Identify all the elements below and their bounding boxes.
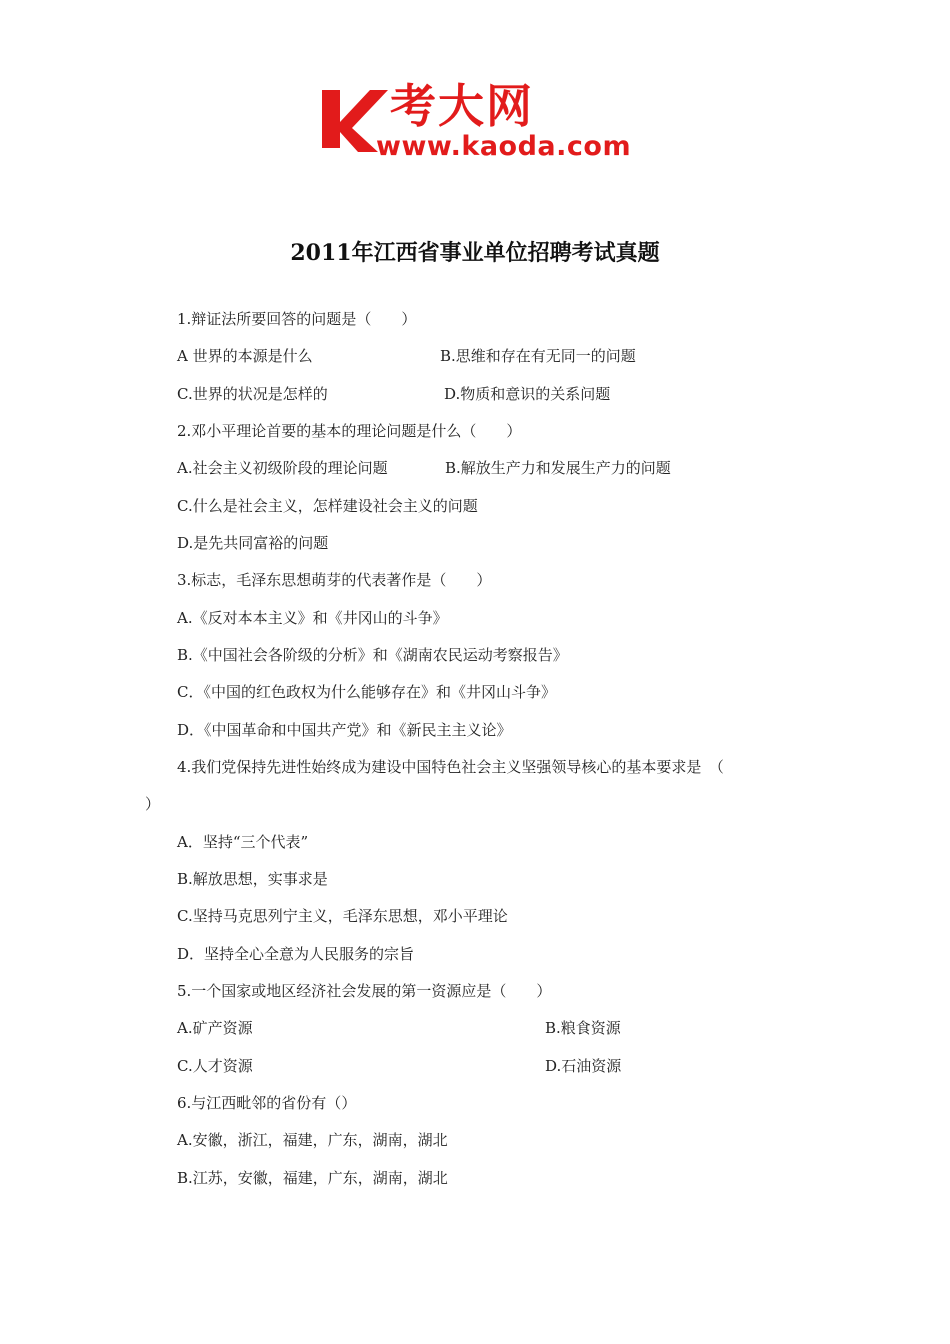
q4-option-a: A．坚持“三个代表” — [177, 833, 309, 851]
question-3: 3.标志，毛泽东思想萌芽的代表著作是（ ） — [177, 571, 492, 589]
q1-option-b: B.思维和存在有无同一的问题 — [440, 347, 636, 365]
q2-option-b: B.解放生产力和发展生产力的问题 — [445, 459, 671, 477]
q2-option-d: D.是先共同富裕的问题 — [177, 534, 329, 552]
question-4: 4.我们党保持先进性始终成为建设中国特色社会主义坚强领导核心的基本要求是 （ — [177, 758, 724, 776]
q1-option-a: A 世界的本源是什么 — [177, 347, 313, 365]
question-2: 2.邓小平理论首要的基本的理论问题是什么（ ） — [177, 422, 522, 440]
q3-option-a: A.《反对本本主义》和《井冈山的斗争》 — [177, 609, 448, 627]
q5-option-d: D.石油资源 — [545, 1057, 622, 1075]
q4-option-d: D．坚持全心全意为人民服务的宗旨 — [177, 945, 415, 963]
q5-option-b: B.粮食资源 — [545, 1019, 621, 1037]
page-title: 2011年江西省事业单位招聘考试真题 — [290, 240, 660, 266]
question-6: 6.与江西毗邻的省份有（） — [177, 1094, 357, 1112]
q3-option-c: C．《中国的红色政权为什么能够存在》和《井冈山斗争》 — [177, 683, 556, 701]
q1-option-d: D.物质和意识的关系问题 — [444, 385, 611, 403]
q3-option-d: D．《中国革命和中国共产党》和《新民主主义论》 — [177, 721, 512, 739]
q2-option-c: C.什么是社会主义，怎样建设社会主义的问题 — [177, 497, 478, 515]
logo-url-text: www.kaoda.com — [376, 131, 632, 162]
question-1: 1.辩证法所要回答的问题是（ ） — [177, 310, 417, 328]
question-4-cont: ） — [145, 795, 161, 813]
q4-option-c: C.坚持马克思列宁主义，毛泽东思想，邓小平理论 — [177, 907, 508, 925]
q2-option-a: A.社会主义初级阶段的理论问题 — [177, 459, 388, 477]
logo-chinese-text: 考大网 — [390, 79, 534, 133]
q3-option-b: B.《中国社会各阶级的分析》和《湖南农民运动考察报告》 — [177, 646, 568, 664]
q6-option-a: A.安徽，浙江，福建，广东，湖南，湖北 — [177, 1131, 448, 1149]
q4-option-b: B.解放思想，实事求是 — [177, 870, 328, 888]
q5-option-a: A.矿产资源 — [177, 1019, 253, 1037]
q5-option-c: C.人才资源 — [177, 1057, 253, 1075]
kaoda-logo — [318, 80, 638, 162]
question-5: 5.一个国家或地区经济社会发展的第一资源应是（ ） — [177, 982, 552, 1000]
q1-option-c: C.世界的状况是怎样的 — [177, 385, 328, 403]
q6-option-b: B.江苏，安徽，福建，广东，湖南，湖北 — [177, 1169, 448, 1187]
